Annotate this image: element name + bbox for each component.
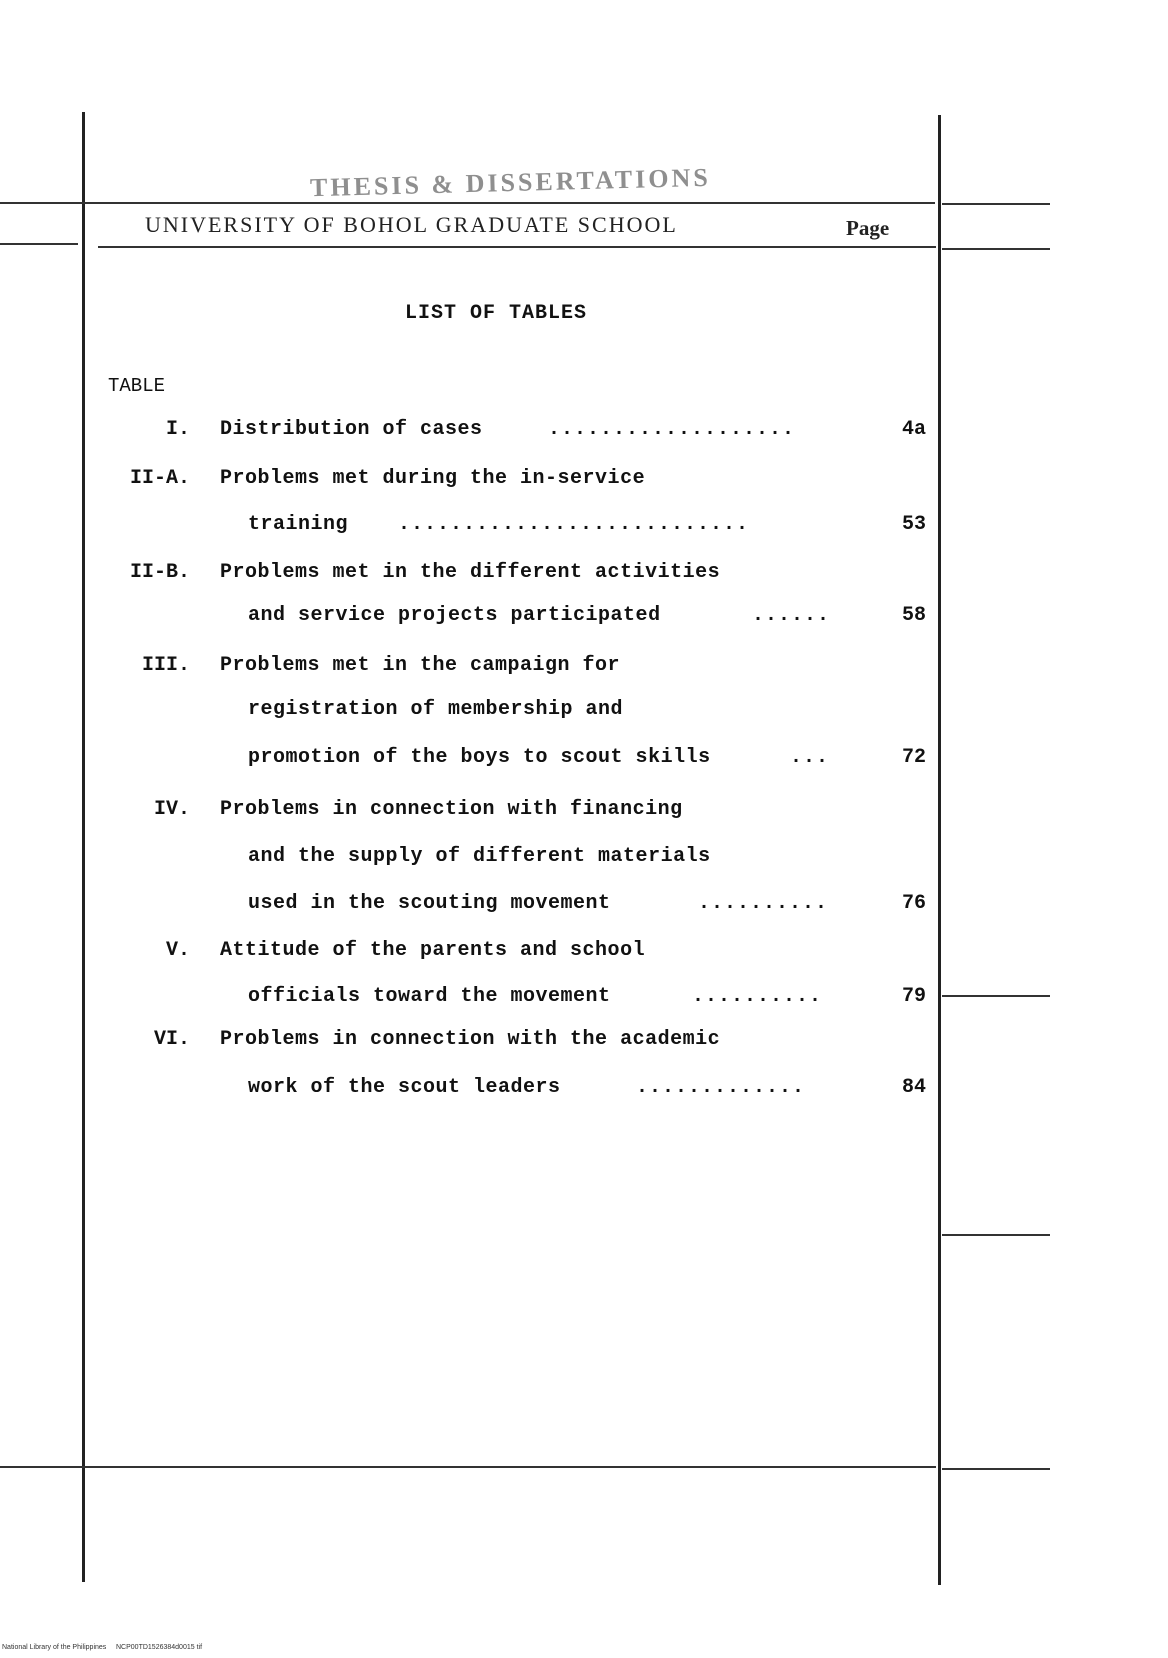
entry-text: officials toward the movement [248,985,611,1008]
entry-text: and service projects participated [248,604,661,627]
entry-text: training [248,513,349,536]
entry-page: 53 [901,513,926,536]
entry-text: promotion of the boys to scout skills [248,746,711,769]
dot-leader: ............. [636,1076,806,1099]
header-top-rule [0,202,935,204]
entry-text: work of the scout leaders [248,1076,561,1099]
entry-number: I. [165,418,190,441]
entry-page: 72 [901,746,926,769]
entry-text: Problems met in the different activities [220,561,721,584]
university-header: UNIVERSITY OF BOHOL GRADUATE SCHOOL [145,212,678,237]
entry-text: Problems in connection with financing [220,798,683,821]
entry-page: 76 [901,892,926,915]
header-bottom-rule-main [98,246,936,248]
entry-text: used in the scouting movement [248,892,611,915]
page-title: LIST OF TABLES [405,302,588,325]
archive-stamp: THESIS & DISSERTATIONS [309,162,712,203]
margin-tick-right-2 [942,1234,1050,1236]
entry-text: and the supply of different materials [248,845,711,868]
margin-tick-right-1 [942,995,1050,997]
entry-number: V. [165,939,190,962]
entry-number: IV. [153,798,190,821]
archive-footer: National Library of the Philippines NCP00TD1526384d0015 tif [2,1644,203,1651]
entry-number: III. [141,654,190,677]
entry-text: Problems met during the in-service [220,467,646,490]
dot-leader: ...... [752,604,831,627]
right-margin-rule [938,115,941,1585]
left-margin-rule [82,112,85,1582]
header-bottom-rule [0,243,78,245]
header-bottom-rule-right [942,248,1050,250]
entry-number: II-A. [129,467,190,490]
entry-text: Distribution of cases [220,418,483,441]
entry-page: 79 [901,985,926,1008]
footer-rule-right [942,1468,1050,1470]
entry-page: 84 [901,1076,926,1099]
entry-text: registration of membership and [248,698,624,721]
header-top-rule-right [942,203,1050,205]
dot-leader: .......... [698,892,829,915]
entry-page: 4a [901,418,926,441]
entry-text: Problems in connection with the academic [220,1028,721,1051]
page-column-label: Page [846,216,890,240]
dot-leader: ........................... [398,513,750,536]
entry-text: Problems met in the campaign for [220,654,621,677]
dot-leader: .......... [692,985,823,1008]
footer-rule [0,1466,936,1468]
entry-number: II-B. [129,561,190,584]
table-column-label: TABLE [108,375,166,397]
entry-number: VI. [153,1028,190,1051]
dot-leader: ... [790,746,830,769]
entry-page: 58 [901,604,926,627]
entry-text: Attitude of the parents and school [220,939,646,962]
dot-leader: ................... [548,418,796,441]
